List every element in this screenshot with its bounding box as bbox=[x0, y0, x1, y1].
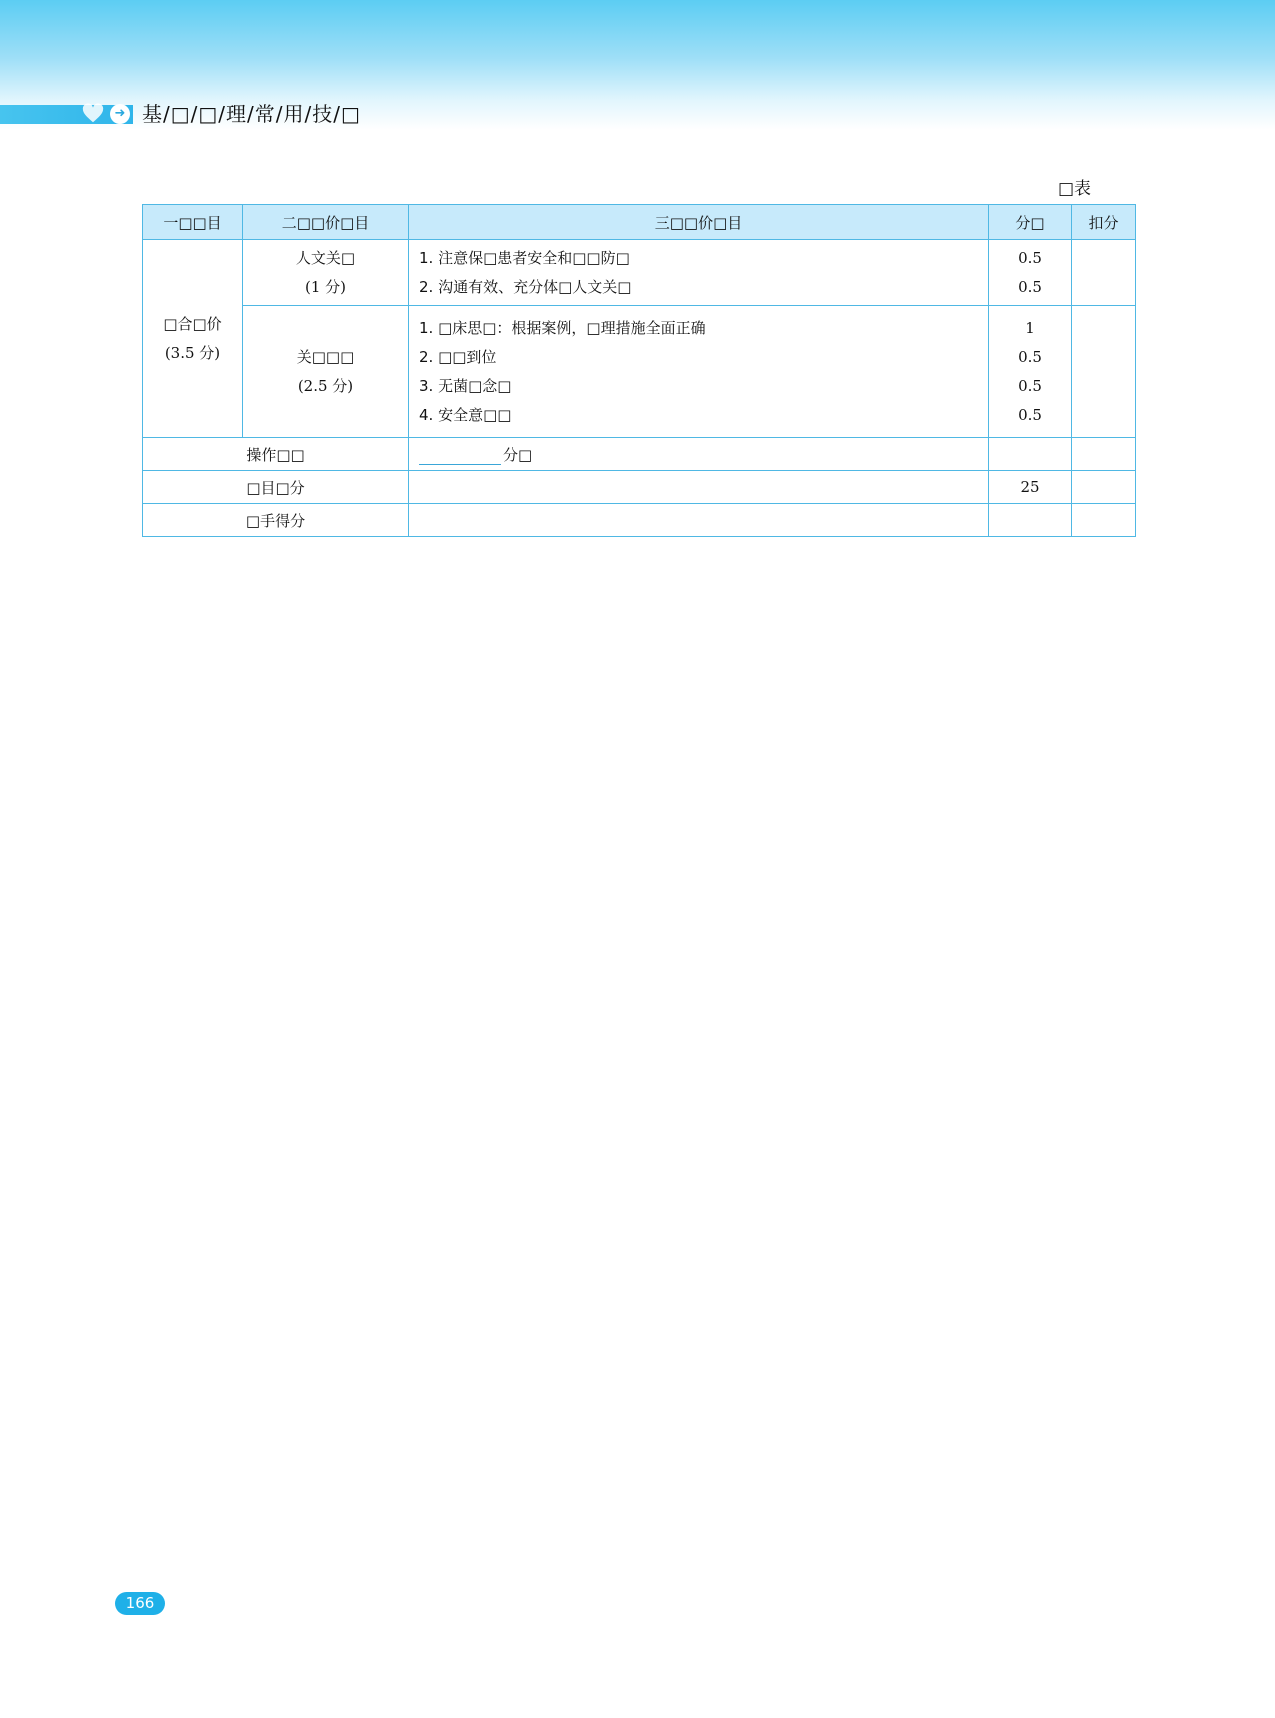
summary-content[interactable] bbox=[409, 504, 989, 537]
summary-label: □目□分 bbox=[143, 471, 409, 504]
heart-icon bbox=[82, 103, 104, 125]
column-header-level1: 一□□目 bbox=[143, 205, 243, 240]
list-item: 3. 无菌□念□ bbox=[419, 376, 512, 395]
running-header bbox=[0, 100, 1275, 128]
summary-label: 操作□□ bbox=[143, 438, 409, 471]
book-title: 基/□/□/理/常/用/技/□ bbox=[142, 102, 361, 126]
arrow-right-circle-icon: ➜ bbox=[110, 104, 130, 124]
points-cell bbox=[989, 306, 1072, 438]
time-blank-field[interactable] bbox=[419, 450, 501, 465]
column-header-level3: 三□□价□目 bbox=[409, 205, 989, 240]
item-points: 1 bbox=[1025, 318, 1035, 337]
item-points: 0.5 bbox=[1018, 376, 1042, 395]
level2-score: (2.5 分) bbox=[297, 376, 354, 395]
item-points: 0.5 bbox=[1018, 248, 1042, 267]
level2-score: (1 分) bbox=[304, 277, 347, 296]
deduction-cell[interactable] bbox=[1072, 306, 1136, 438]
table-row bbox=[143, 504, 1136, 537]
summary-points: 25 bbox=[989, 471, 1072, 504]
summary-points bbox=[989, 438, 1072, 471]
item-points: 0.5 bbox=[1018, 277, 1042, 296]
table-row bbox=[143, 471, 1136, 504]
column-header-level2: 二□□价□目 bbox=[243, 205, 409, 240]
level3-items-cell bbox=[409, 240, 989, 306]
table-row bbox=[143, 240, 1136, 306]
item-points: 0.5 bbox=[1018, 347, 1042, 366]
level2-cell bbox=[243, 240, 409, 306]
operation-time-cell bbox=[409, 438, 989, 471]
table-row bbox=[143, 306, 1136, 438]
level1-cell bbox=[143, 240, 243, 438]
deduction-cell[interactable] bbox=[1072, 504, 1136, 537]
list-item: 1. □床思□：根据案例，□理措施全面正确 bbox=[419, 318, 706, 337]
level3-items-cell bbox=[409, 306, 989, 438]
list-item: 1. 注意保□患者安全和□□防□ bbox=[419, 248, 630, 267]
score-table bbox=[142, 204, 1136, 537]
summary-content bbox=[409, 471, 989, 504]
list-item: 4. 安全意□□ bbox=[419, 405, 512, 424]
level2-name: 人文关□ bbox=[295, 248, 356, 267]
deduction-cell[interactable] bbox=[1072, 438, 1136, 471]
level1-name: □合□价 bbox=[163, 314, 222, 333]
table-header-row bbox=[143, 205, 1136, 240]
points-cell bbox=[989, 240, 1072, 306]
level1-score: (3.5 分) bbox=[164, 343, 221, 362]
deduction-cell[interactable] bbox=[1072, 240, 1136, 306]
time-unit: 分□ bbox=[503, 445, 533, 464]
summary-points bbox=[989, 504, 1072, 537]
list-item: 2. 沟通有效、充分体□人文关□ bbox=[419, 277, 632, 296]
level2-cell bbox=[243, 306, 409, 438]
column-header-deduction: 扣分 bbox=[1072, 205, 1136, 240]
item-points: 0.5 bbox=[1018, 405, 1042, 424]
deduction-cell[interactable] bbox=[1072, 471, 1136, 504]
table-row bbox=[143, 438, 1136, 471]
page-number: 166 bbox=[115, 1592, 165, 1615]
column-header-points: 分□ bbox=[989, 205, 1072, 240]
list-item: 2. □□到位 bbox=[419, 347, 497, 366]
level2-name: 关□□□ bbox=[296, 347, 355, 366]
summary-label: □手得分 bbox=[143, 504, 409, 537]
table-caption: □表 bbox=[1058, 179, 1092, 199]
